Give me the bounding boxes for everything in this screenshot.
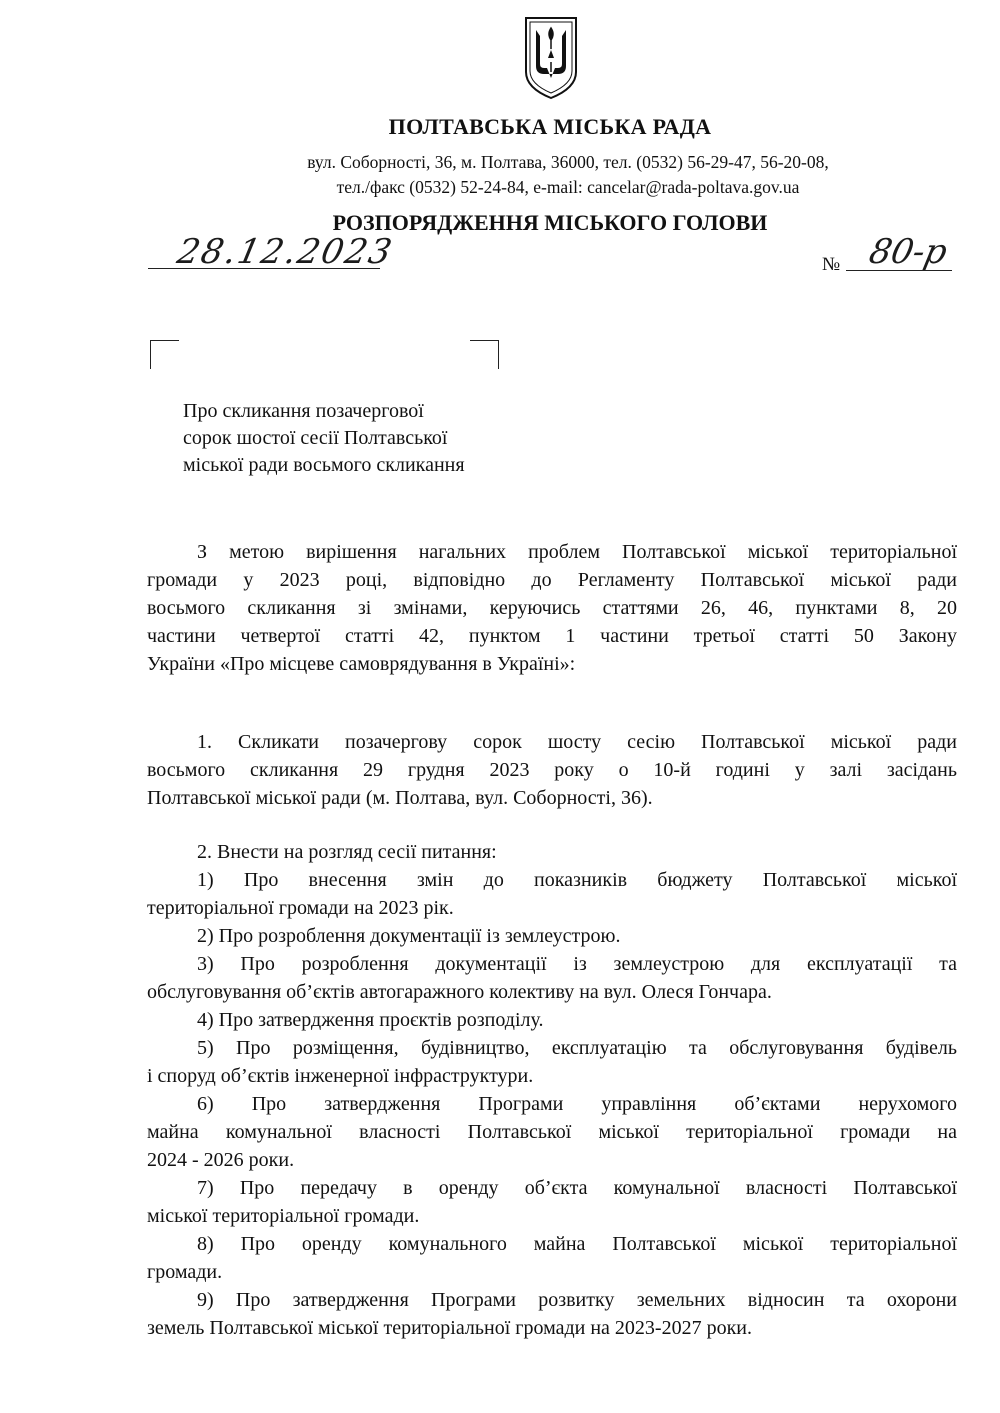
trident-coat-of-arms-icon	[522, 14, 580, 100]
item-2-paragraph	[147, 838, 957, 1342]
agenda-item: 3) Про розроблення документації із землеустрою для експлуатації та	[197, 953, 957, 975]
agenda-item-continuation: майна комунальної власності Полтавської міської територіальної громади на	[147, 1121, 957, 1143]
agenda-item-continuation: і споруд об’єктів інженерної інфраструктури.	[147, 1065, 534, 1087]
number-underline	[846, 270, 952, 271]
text-line: частини четвертої статті 42, пунктом 1 частини третьої статті 50 Закону	[147, 625, 957, 647]
address-line: вул. Соборності, 36, м. Полтава, 36000, тел. (0532) 56-29-47, 56-20-08,	[307, 152, 829, 172]
item-2-heading: 2. Внести на розгляд сесії питання:	[197, 841, 497, 863]
text-line: З метою вирішення нагальних проблем Полтавської міської територіальної	[197, 541, 957, 563]
number-sign: №	[822, 254, 841, 275]
document-type-title: РОЗПОРЯДЖЕННЯ МІСЬКОГО ГОЛОВИ	[332, 210, 768, 235]
agenda-item: 8) Про оренду комунального майна Полтавської міської територіальної	[197, 1233, 957, 1255]
text-line: восьмого скликання 29 грудня 2023 року о 10-й годині у залі засідань	[147, 759, 957, 781]
subject-line: сорок шостої сесії Полтавської	[183, 427, 448, 449]
text-line: України «Про місцеве самоврядування в Україні»:	[147, 653, 576, 675]
text-line: Полтавської міської ради (м. Полтава, вул. Соборності, 36).	[147, 787, 653, 809]
preamble-paragraph	[147, 538, 957, 678]
address-block	[258, 150, 878, 200]
address-line: тел./факс (0532) 52-24-84, e-mail: cancelar@rada-poltava.gov.ua	[336, 177, 800, 197]
document-subject	[183, 398, 563, 479]
date-underline	[148, 268, 380, 269]
agenda-item: 7) Про передачу в оренду об’єкта комунальної власності Полтавської	[197, 1177, 957, 1199]
item-1-paragraph	[147, 728, 957, 812]
organization-title: ПОЛТАВСЬКА МІСЬКА РАДА	[388, 114, 712, 139]
text-line: 1. Скликати позачергову сорок шосту сесію Полтавської міської ради	[197, 731, 957, 753]
agenda-item-continuation: громади.	[147, 1261, 223, 1283]
agenda-item-continuation: обслуговування об’єктів автогаражного колективу на вул. Олеся Гончара.	[147, 981, 772, 1003]
subject-line: Про скликання позачергової	[183, 400, 424, 422]
agenda-item-continuation: територіальної громади на 2023 рік.	[147, 897, 454, 919]
agenda-item: 4) Про затвердження проєктів розподілу.	[197, 1009, 544, 1031]
agenda-item-continuation: 2024 - 2026 роки.	[147, 1149, 295, 1171]
text-line: громади у 2023 році, відповідно до Регламенту Полтавської міської ради	[147, 569, 957, 591]
handwritten-number: 80-р	[865, 232, 951, 272]
agenda-item-continuation: земель Полтавської міської територіальної громади на 2023-2027 роки.	[147, 1317, 753, 1339]
subject-corner-mark-left	[150, 340, 179, 369]
agenda-item: 6) Про затвердження Програми управління об’єктами нерухомого	[197, 1093, 957, 1115]
handwritten-date: 28.12.2023	[173, 232, 397, 272]
agenda-item: 9) Про затвердження Програми розвитку земельних відносин та охорони	[197, 1289, 957, 1311]
agenda-item-continuation: міської територіальної громади.	[147, 1205, 420, 1227]
subject-line: міської ради восьмого скликання	[183, 454, 465, 476]
agenda-item: 1) Про внесення змін до показників бюджету Полтавської міської	[197, 869, 957, 891]
agenda-item: 5) Про розміщення, будівництво, експлуатацію та обслуговування будівель	[197, 1037, 957, 1059]
text-line: восьмого скликання зі змінами, керуючись статтями 26, 46, пунктами 8, 20	[147, 597, 957, 619]
agenda-item: 2) Про розроблення документації із землеустрою.	[197, 925, 621, 947]
subject-corner-mark-right	[470, 340, 499, 369]
